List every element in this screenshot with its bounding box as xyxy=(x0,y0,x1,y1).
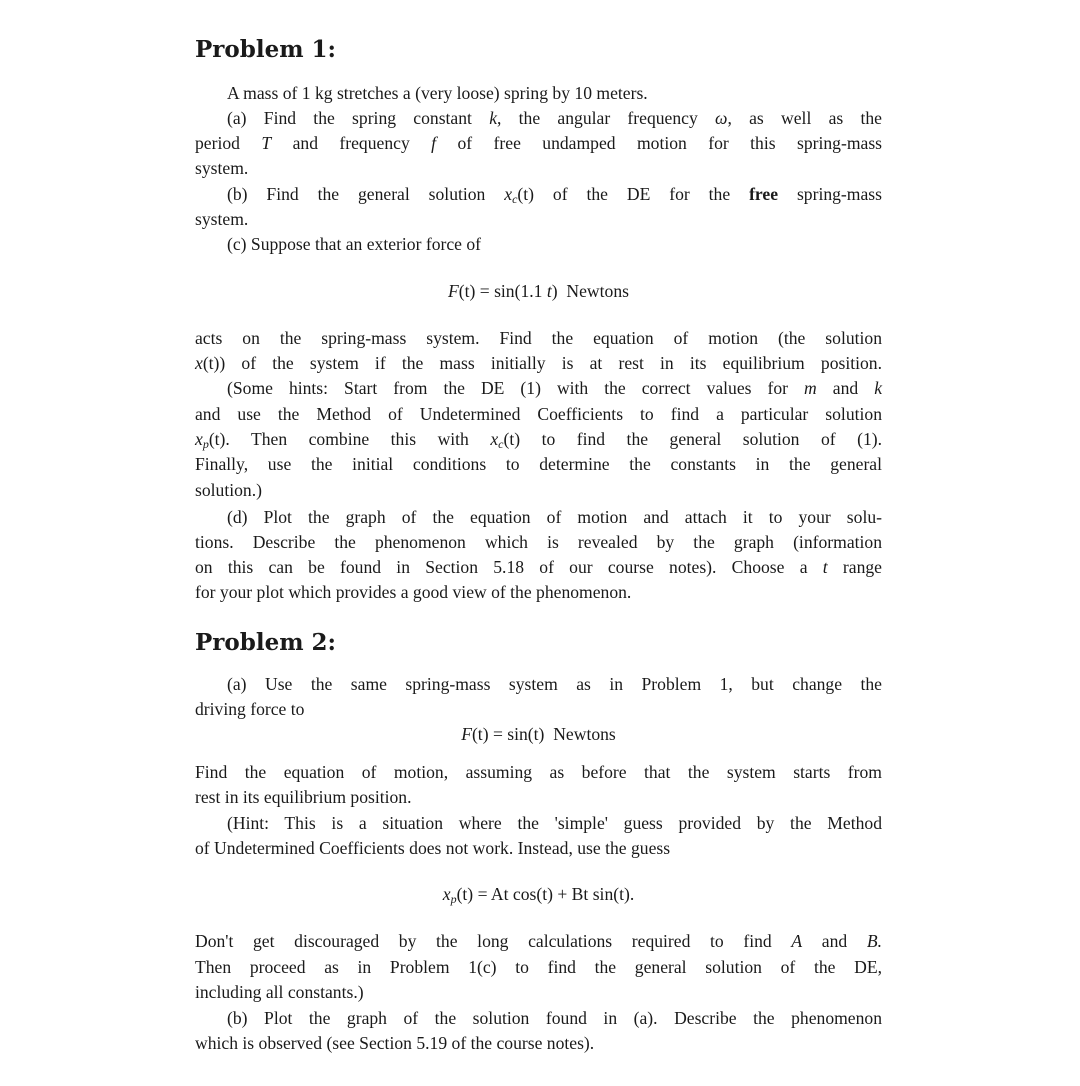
problem-1c-line-1: (c) Suppose that an exterior force of xyxy=(227,234,482,254)
problem-2a-line-6: of Undetermined Coefficients does not work. Instead, use the guess xyxy=(195,838,671,858)
problem-1d-line-4: for your plot which provides a good view of the phenomenon. xyxy=(195,582,632,602)
problem-2a-line-9: including all constants.) xyxy=(195,982,364,1002)
problem-1d-line-3: on this can be found in Section 5.18 of our course notes). Choose a t range xyxy=(195,557,882,577)
problem-1c-line-7: Finally, use the initial conditions to determine the constants in the general xyxy=(195,454,882,474)
problem-2a-equation-1: F(t) = sin(t) Newtons xyxy=(461,724,616,744)
problem-2a-equation-2: $x_p(t) = At$ cos(t) + Bt sin(t). xyxy=(442,884,635,906)
problem-2b-line-2: which is observed (see Section 5.19 of the course notes). xyxy=(195,1033,595,1053)
problem-1c-line-5: and use the Method of Undetermined Coefficients to find a particular solution xyxy=(195,404,882,424)
problem-1b-line-2: system. xyxy=(195,209,249,229)
problem-2a-line-3: Find the equation of motion, assuming as before that the system starts from xyxy=(195,762,882,782)
problem-2a-line-1: (a) Use the same spring-mass system as in Problem 1, but change the xyxy=(227,674,882,694)
problem-1d-line-2: tions. Describe the phenomenon which is revealed by the graph (information xyxy=(195,532,882,552)
problem-1c-line-2: acts on the spring-mass system. Find the equation of motion (the solution xyxy=(195,328,882,348)
problem-1c-line-4: (Some hints: Start from the DE (1) with the correct values for m and k xyxy=(227,378,883,398)
problem-1c-line-6: $x_p(t)$. Then combine this with $x_c(t)$ to find the general solution of (1). xyxy=(195,429,882,451)
problem-1c-equation: F(t) = sin(1.1 t) Newtons xyxy=(448,281,629,301)
problem-1a-line-1: (a) Find the spring constant k, the angular frequency ω, as well as the xyxy=(227,108,882,128)
problem-2b-line-1: (b) Plot the graph of the solution found in (a). Describe the phenomenon xyxy=(227,1008,882,1028)
problem-1a-line-2: period T and frequency f of free undamped motion for this spring-mass xyxy=(195,133,883,153)
problem-1d-line-1: (d) Plot the graph of the equation of motion and attach it to your solu- xyxy=(227,507,882,527)
problem-2a-line-4: rest in its equilibrium position. xyxy=(195,787,412,807)
problem-1c-line-3: x(t)) of the system if the mass initially is at rest in its equilibrium position. xyxy=(195,353,882,373)
problem-2a-line-7: Don't get discouraged by the long calculations required to find A and B. xyxy=(195,931,882,951)
problem-2-heading: Problem 2: xyxy=(195,629,337,656)
problem-1c-line-8: solution.) xyxy=(195,480,262,500)
problem-2a-line-2: driving force to xyxy=(195,699,305,719)
problem-2a-line-8: Then proceed as in Problem 1(c) to find the general solution of the DE, xyxy=(195,957,882,977)
problem-1b-line-1: (b) Find the general solution $x_c(t)$ of the DE for the free spring-mass xyxy=(227,184,882,206)
problem-1-intro: A mass of 1 kg stretches a (very loose) spring by 10 meters. xyxy=(227,83,648,103)
problem-1a-line-3: system. xyxy=(195,158,249,178)
problem-1-heading: Problem 1: xyxy=(195,36,337,63)
problem-2a-line-5: (Hint: This is a situation where the 'simple' guess provided by the Method xyxy=(227,813,882,833)
